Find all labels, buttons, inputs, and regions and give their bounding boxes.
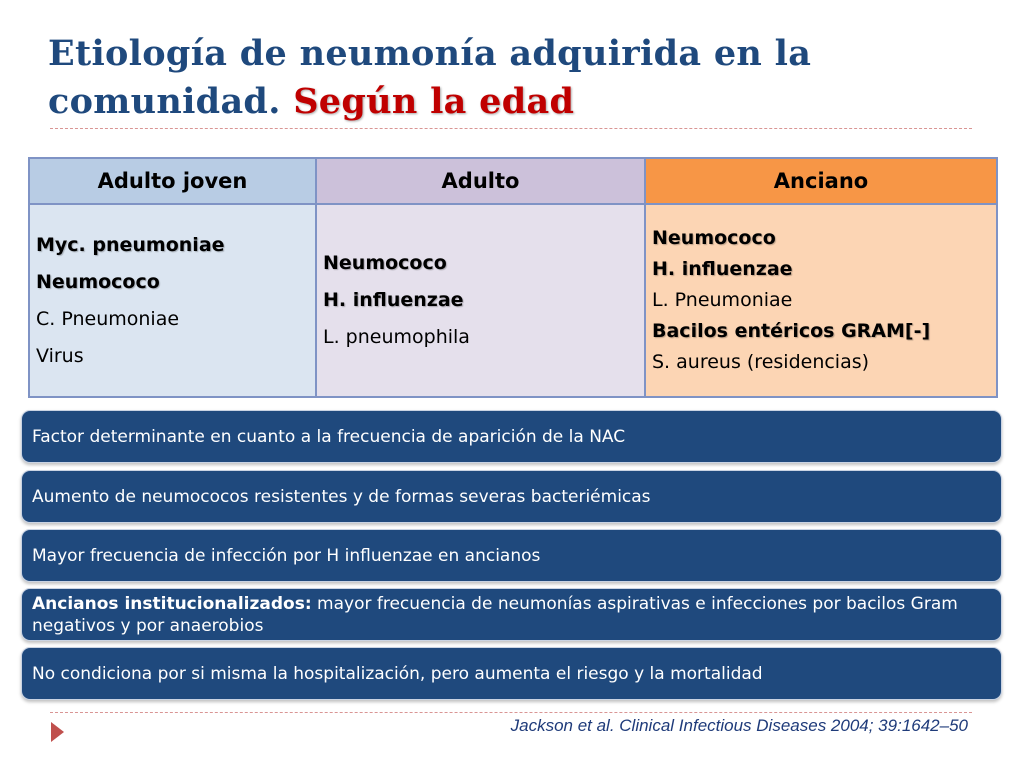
slide-title xyxy=(48,30,978,126)
header-adulto-joven: Adulto joven xyxy=(29,158,316,204)
point-text: Mayor frecuencia de infección por H influenzae en ancianos xyxy=(32,545,541,566)
point-text: Aumento de neumococos resistentes y de formas severas bacteriémicas xyxy=(32,486,651,507)
point-bar-2 xyxy=(21,470,1002,523)
title-divider xyxy=(50,128,972,129)
point-text: mayor frecuencia de neumonías aspirativas e infecciones por bacilos Gram negativos y por anaerobios xyxy=(32,593,958,636)
footer-divider xyxy=(50,712,972,713)
point-text: Factor determinante en cuanto a la frecuencia de aparición de la NAC xyxy=(32,426,626,447)
point-bar-5 xyxy=(21,647,1002,700)
cell-adulto-joven xyxy=(29,204,316,397)
point-bar-3 xyxy=(21,529,1002,582)
pathogen-item: L. Pneumoniae xyxy=(652,289,793,311)
pathogen-item: Neumococo xyxy=(36,270,160,293)
pathogen-item: S. aureus (residencias) xyxy=(652,351,870,373)
cell-adulto xyxy=(316,204,645,397)
pathogen-item: Virus xyxy=(36,344,84,367)
point-text: No condiciona por si misma la hospitalización, pero aumenta el riesgo y la mortalidad xyxy=(32,663,763,684)
pathogen-item: L. pneumophila xyxy=(323,326,470,348)
pathogen-item: Myc. pneumoniae xyxy=(36,233,225,256)
header-adulto: Adulto xyxy=(316,158,645,204)
pathogen-item: H. influenzae xyxy=(652,258,793,280)
title-line1: Etiología de neumonía adquirida en la xyxy=(48,33,812,74)
pathogen-item: Neumococo xyxy=(652,227,776,249)
triangle-bullet-icon xyxy=(51,722,64,742)
citation: Jackson et al. Clinical Infectious Diseases 2004; 39:1642–50 xyxy=(510,716,968,735)
pathogen-item: Neumococo xyxy=(323,252,447,274)
point-bar-4 xyxy=(21,588,1002,641)
point-bold-prefix: Ancianos institucionalizados: xyxy=(32,593,312,614)
title-line2-prefix: comunidad. xyxy=(48,81,281,122)
header-anciano: Anciano xyxy=(645,158,997,204)
point-text-block xyxy=(32,593,991,637)
point-bar-1 xyxy=(21,410,1002,463)
title-highlight: Según la edad xyxy=(293,81,575,122)
cell-anciano xyxy=(645,204,997,397)
pathogen-item: Bacilos entéricos GRAM[-] xyxy=(652,320,931,342)
pathogen-item: C. Pneumoniae xyxy=(36,307,180,330)
etiology-by-age-table xyxy=(28,157,998,398)
table-header-row xyxy=(29,158,997,204)
pathogen-item: H. influenzae xyxy=(323,289,464,311)
table-body-row xyxy=(29,204,997,397)
